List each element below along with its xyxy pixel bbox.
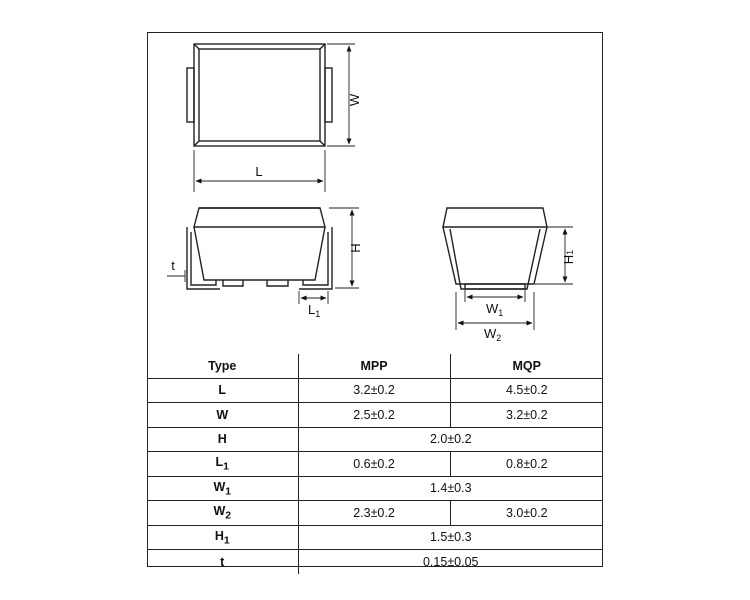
shared-value-cell: 1.4±0.3 <box>298 476 603 501</box>
row-label-text: H <box>217 432 227 447</box>
mqp-value-cell: 4.5±0.2 <box>450 378 603 403</box>
row-label <box>147 476 298 501</box>
row-label-text: t <box>220 554 225 569</box>
row-label-text: W <box>213 504 226 518</box>
row-label-text: L <box>218 383 227 398</box>
header-mqp: MQP <box>450 354 603 378</box>
end-view <box>443 208 547 289</box>
label-h1: H1 <box>561 249 576 265</box>
mpp-value-cell: 2.5±0.2 <box>298 403 450 428</box>
mpp-value-cell: 2.3±0.2 <box>298 501 450 526</box>
table-row <box>147 550 603 574</box>
row-label <box>147 452 298 477</box>
row-label-subscript: 1 <box>223 461 229 473</box>
row-label-text: W <box>213 479 226 494</box>
row-label <box>147 501 298 526</box>
side-view <box>187 208 332 289</box>
mqp-value-cell: 0.8±0.2 <box>450 452 603 477</box>
dimension-table <box>147 354 603 574</box>
row-label <box>147 378 298 403</box>
label-l1: $L_1$ <box>308 302 321 319</box>
mqp-value-cell: 3.2±0.2 <box>450 403 603 428</box>
table-row <box>147 501 603 526</box>
shared-value-cell: 1.5±0.3 <box>298 525 603 550</box>
row-label-subscript: 1 <box>223 535 230 546</box>
label-h: H <box>348 243 363 253</box>
row-label <box>147 403 298 428</box>
label-w: W <box>347 93 362 107</box>
shared-value-cell: 0.15±0.05 <box>298 550 603 574</box>
row-label-text: L <box>215 455 224 469</box>
mpp-value-cell: 3.2±0.2 <box>298 378 450 403</box>
row-label <box>147 525 298 550</box>
row-label <box>147 550 298 574</box>
table-row <box>147 427 603 452</box>
table-row <box>147 452 603 477</box>
table-body <box>147 378 603 574</box>
mqp-value-cell: 3.0±0.2 <box>450 501 603 526</box>
header-mpp: MPP <box>298 354 450 378</box>
label-w2: $W_2$ <box>484 326 502 343</box>
top-view <box>187 44 332 146</box>
header-type: Type <box>147 354 298 378</box>
row-label-text: W <box>216 407 229 422</box>
table-row <box>147 525 603 550</box>
row-label-subscript: 2 <box>225 510 232 522</box>
mpp-value-cell: 0.6±0.2 <box>298 452 450 477</box>
table-row <box>147 403 603 428</box>
shared-value-cell: 2.0±0.2 <box>298 427 603 452</box>
table-row <box>147 378 603 403</box>
row-label-text: H <box>214 528 224 543</box>
row-label <box>147 427 298 452</box>
label-l: L <box>255 164 263 179</box>
package-drawing <box>147 32 603 354</box>
table-header-row <box>147 354 603 378</box>
label-w1: $W_1$ <box>486 301 504 318</box>
row-label-subscript: 1 <box>225 486 232 497</box>
table-row <box>147 476 603 501</box>
label-t: t <box>171 258 175 273</box>
